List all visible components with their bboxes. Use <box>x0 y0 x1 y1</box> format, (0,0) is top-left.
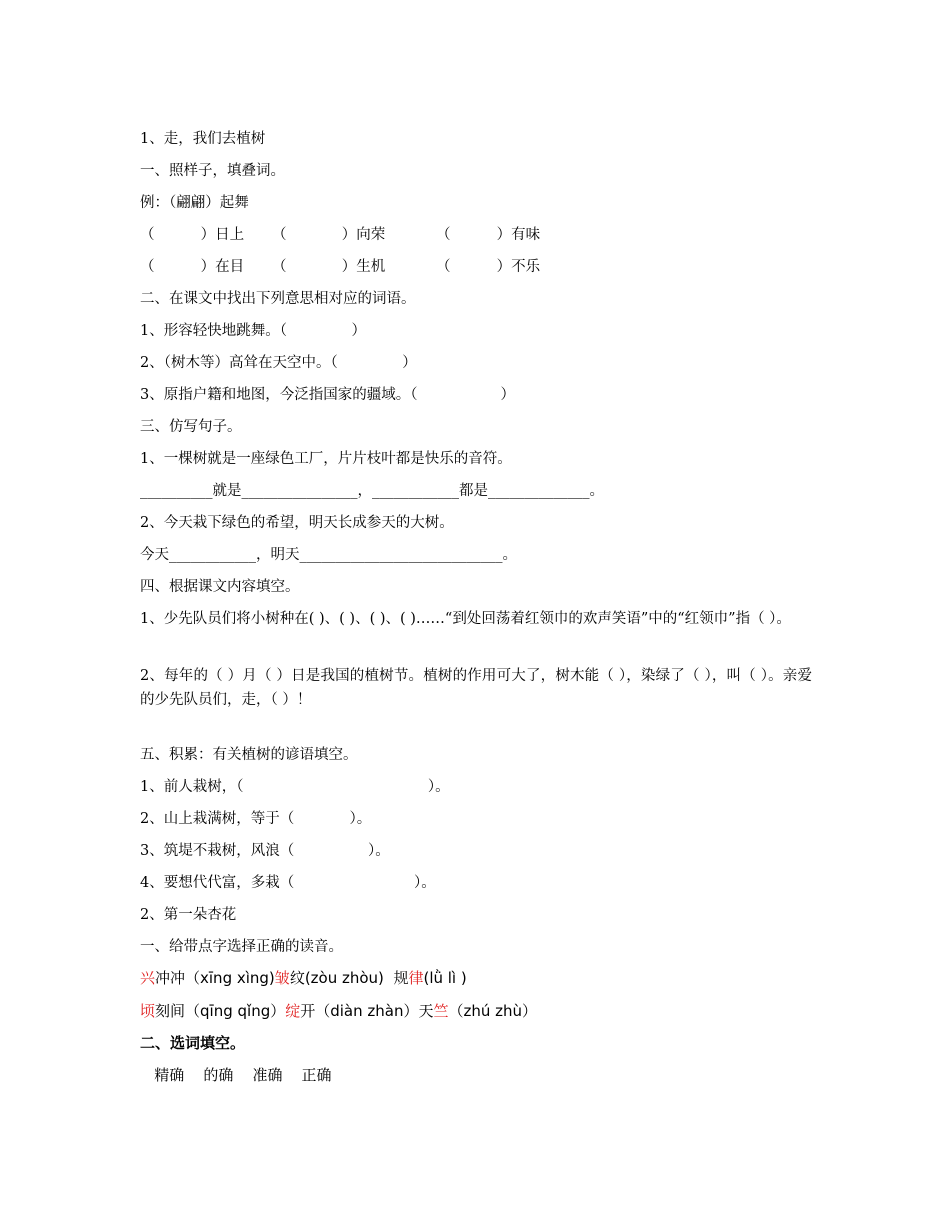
dotted-char: 兴 <box>140 969 156 987</box>
fill-blank-item: （ ）生机 <box>272 259 386 275</box>
dotted-char: 皱 <box>274 969 290 987</box>
question-line: 1、一棵树就是一座绿色工厂，片片枝叶都是快乐的音符。 <box>140 451 512 467</box>
dotted-char: 绽 <box>285 1002 301 1020</box>
pinyin-text: 刻间（qīng qǐng） <box>155 1002 286 1020</box>
pinyin-text: （zhú zhù） <box>448 1002 538 1020</box>
section-heading: 二、在课文中找出下列意思相对应的词语。 <box>140 291 416 307</box>
answer-blank-line: 今天____________，明天____________________________。 <box>140 547 517 563</box>
question-line: 1、形容轻快地跳舞。（ ） <box>140 323 367 339</box>
question-line: 2、（树木等）高耸在天空中。（ ） <box>140 355 417 371</box>
example-line: 例：（翩翩）起舞 <box>140 195 249 211</box>
section-heading: 四、根据课文内容填空。 <box>140 579 300 595</box>
section-heading: 五、积累：有关植树的谚语填空。 <box>140 747 358 763</box>
lesson-2-title: 2、第一朵杏花 <box>140 907 237 923</box>
lesson-1-title: 1、走，我们去植树 <box>140 131 266 147</box>
section-heading: 三、仿写句子。 <box>140 419 242 435</box>
pinyin-text: 开（diàn zhàn）天 <box>300 1002 434 1020</box>
pinyin-text: (lǜ lì ) <box>423 969 467 987</box>
fill-blank-item: （ ）不乐 <box>436 259 541 275</box>
pinyin-text: 纹(zòu zhòu) 规 <box>289 969 409 987</box>
fill-blank-item: （ ）在目 <box>140 259 245 275</box>
pinyin-line <box>140 968 467 988</box>
dotted-char: 竺 <box>433 1002 449 1020</box>
question-paragraph: 2、每年的（ ）月（ ）日是我国的植树节。植树的作用可大了，树木能（ ），染绿了（ ），叫（ ）。亲爱的少先队员们，走，（ ）！ <box>140 668 812 708</box>
section-heading: 二、选词填空。 <box>140 1034 246 1052</box>
word-choices: 精确 的确 准确 正确 <box>140 1066 332 1084</box>
dotted-char: 律 <box>408 969 424 987</box>
fill-blank-item: （ ）向荣 <box>272 227 386 243</box>
section-heading: 一、给带点字选择正确的读音。 <box>140 939 343 955</box>
fill-blank-item: （ ）日上 <box>140 227 245 243</box>
pinyin-line <box>140 1001 537 1021</box>
question-line: 3、原指户籍和地图，今泛指国家的疆域。（ ） <box>140 387 515 403</box>
pinyin-text: 冲冲（xīng xìng) <box>155 969 275 987</box>
answer-blank-line: __________就是________________，____________都是______________。 <box>140 483 604 499</box>
section-heading: 一、照样子，填叠词。 <box>140 163 285 179</box>
proverb-line: 4、要想代代富，多栽（ ）。 <box>140 875 436 891</box>
question-line: 2、今天栽下绿色的希望，明天长成参天的大树。 <box>140 515 454 531</box>
proverb-line: 2、山上栽满树，等于（ ）。 <box>140 811 372 827</box>
dotted-char: 顷 <box>140 1002 156 1020</box>
proverb-line: 3、筑堤不栽树，风浪（ ）。 <box>140 843 390 859</box>
proverb-line: 1、前人栽树，（ ）。 <box>140 779 450 795</box>
question-paragraph: 1、少先队员们将小树种在( )、( )、( )、( )……“到处回荡着红领巾的欢声笑语”中的“红领巾”指（ ）。 <box>140 611 791 627</box>
fill-blank-item: （ ）有味 <box>436 227 541 243</box>
